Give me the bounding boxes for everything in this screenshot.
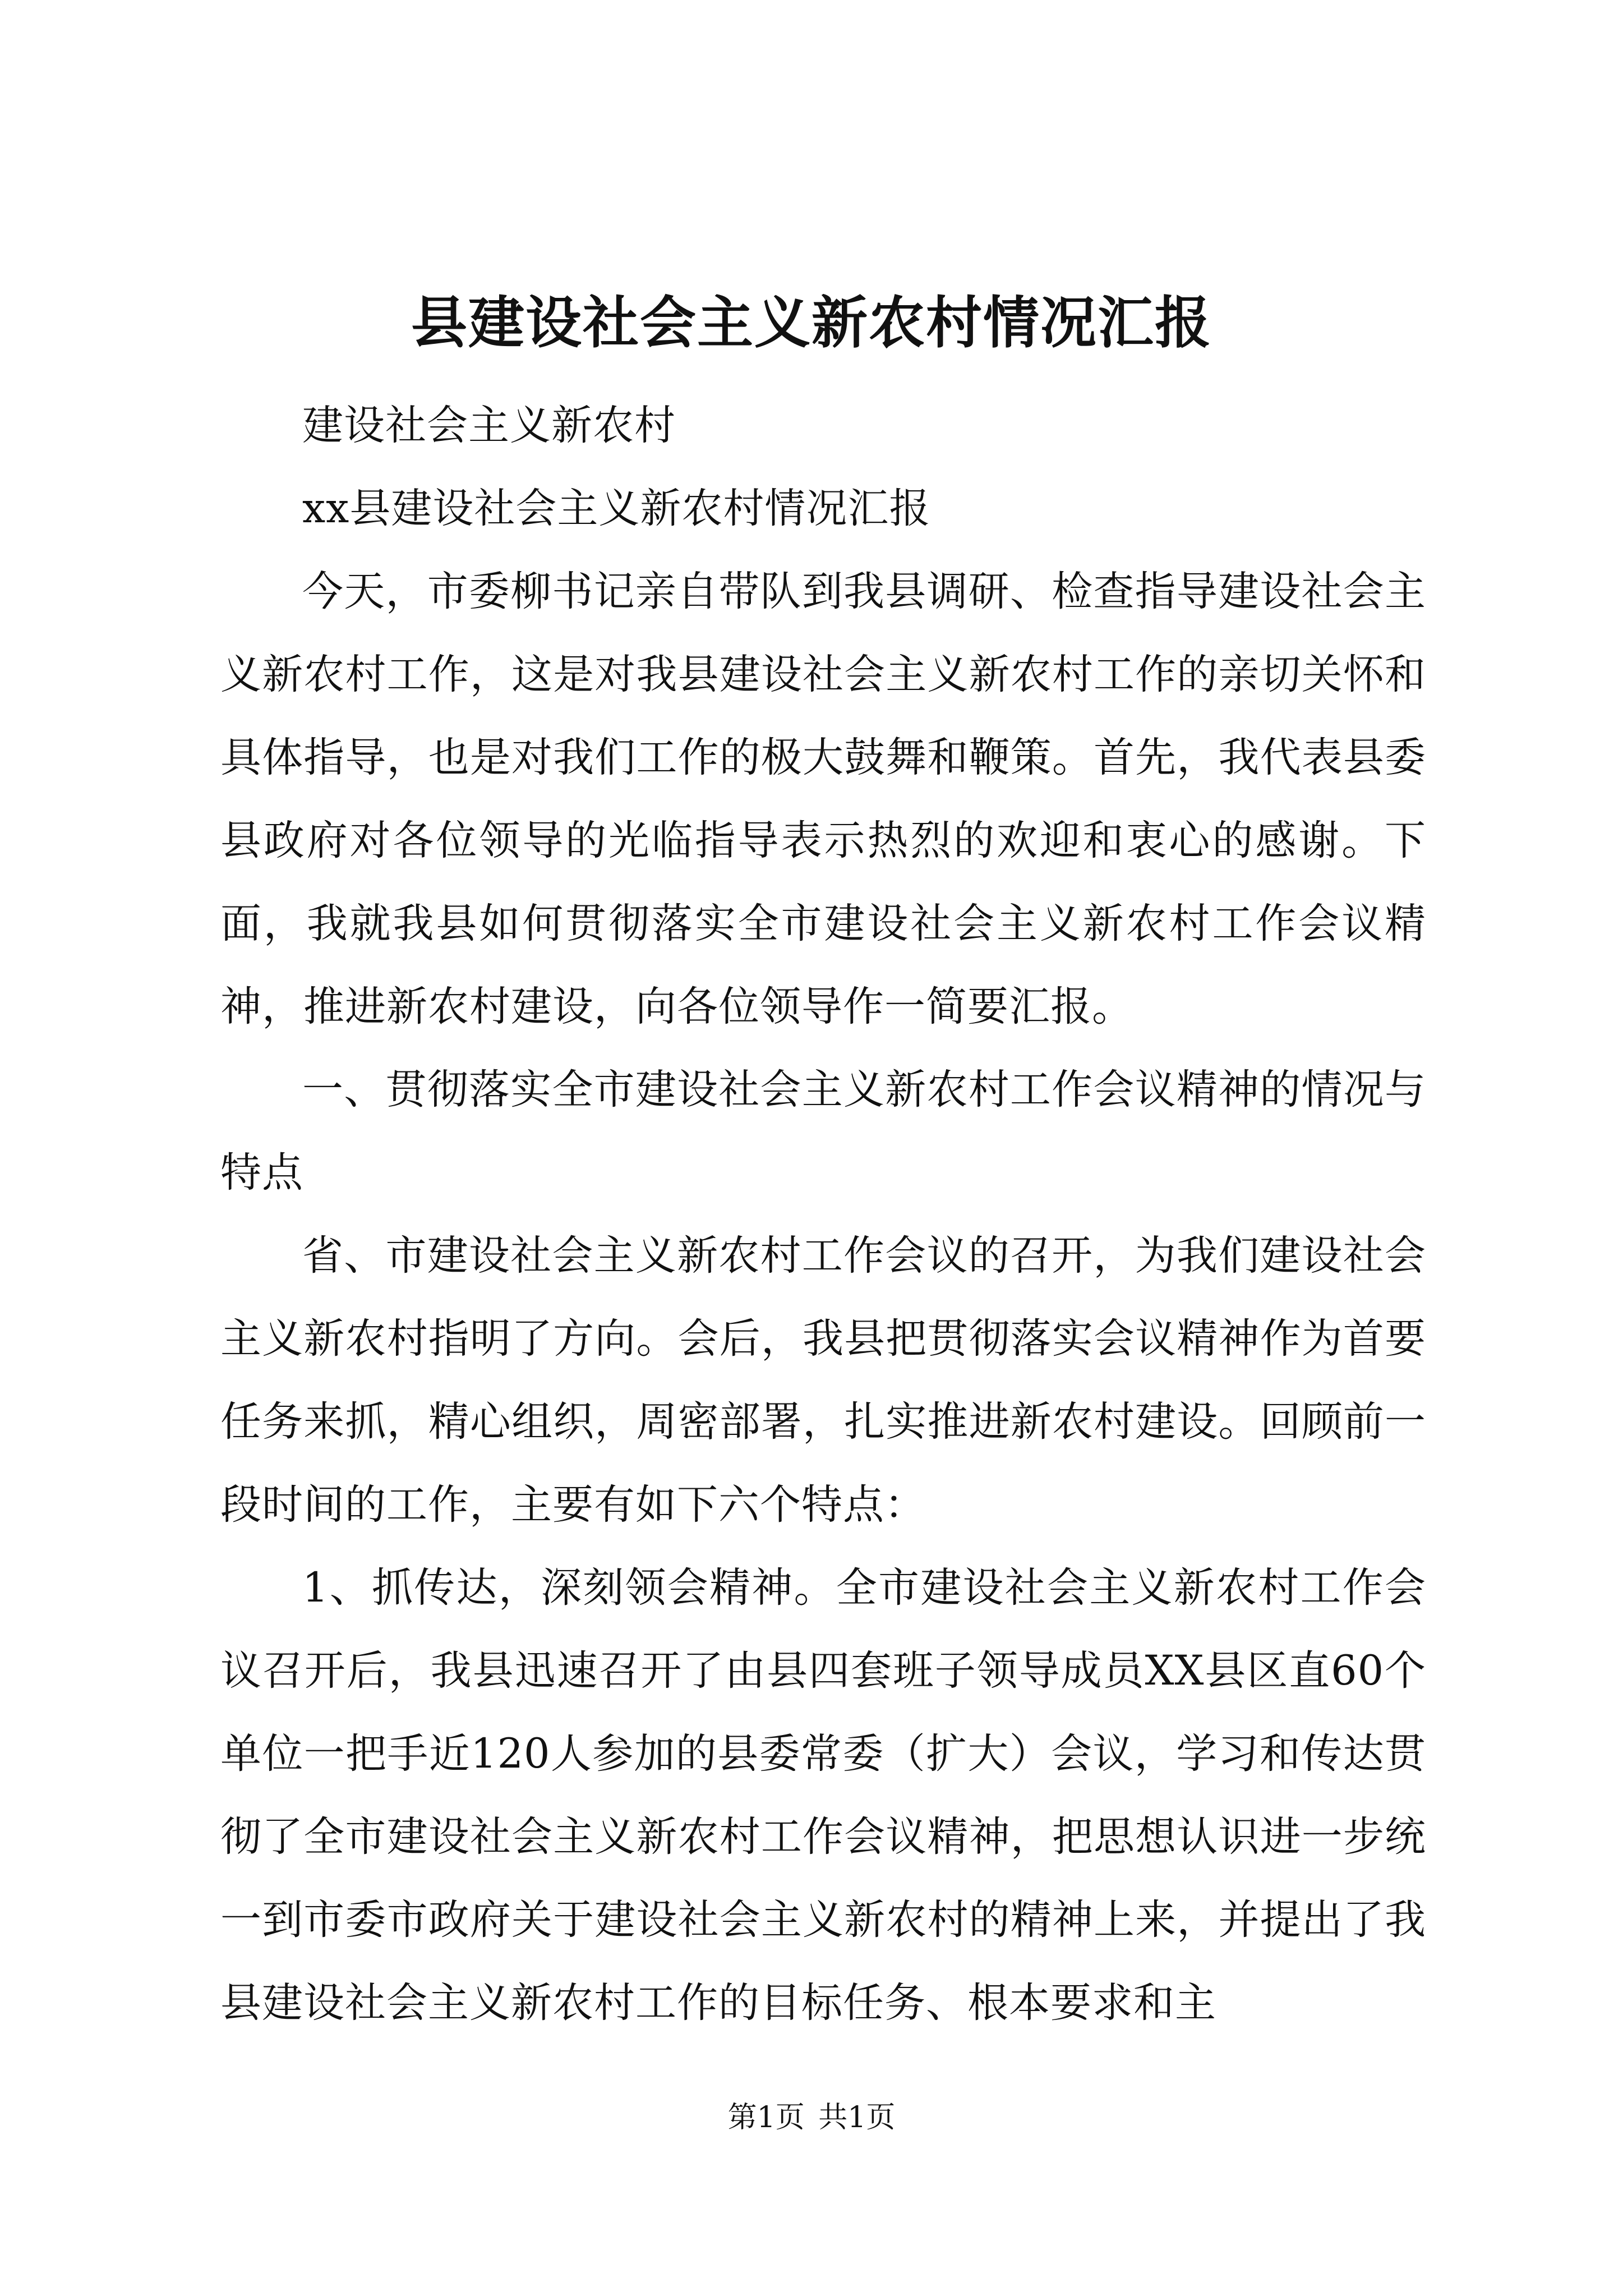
paragraph: 1、抓传达，深刻领会精神。全市建设社会主义新农村工作会议召开后，我县迅速召开了由县四套班子领导成员XX县区直60个单位一把手近120人参加的县委常委（扩大）会议，学习和传达贯彻了全市建设社会主义新农村工作会议精神，把思想认识进一步统一到市委市政府关于建设社会主义新农村的精神上来，并提出了我县建设社会主义新农村工作的目标任务、根本要求和主: [220, 1564, 1426, 2027]
page-footer: [0, 2095, 1623, 2140]
paragraph: 省、市建设社会主义新农村工作会议的召开，为我们建设社会主义新农村指明了方向。会后，我县把贯彻落实会议精神作为首要任务来抓，精心组织，周密部署，扎实推进新农村建设。回顾前一段时间的工作，主要有如下六个特点：: [220, 1232, 1426, 1529]
paragraph: xx县建设社会主义新农村情况汇报: [302, 485, 931, 532]
document-body: [220, 384, 1426, 2045]
paragraph: 建设社会主义新农村: [302, 402, 676, 449]
page-total: 共1页: [818, 2101, 896, 2134]
page-number: 第1页: [727, 2101, 805, 2134]
paragraph: 今天，市委柳书记亲自带队到我县调研、检查指导建设社会主义新农村工作，这是对我县建设社会主义新农村工作的亲切关怀和具体指导，也是对我们工作的极大鼓舞和鞭策。首先，我代表县委县政府对各位领导的光临指导表示热烈的欢迎和衷心的感谢。下面，我就我县如何贯彻落实全市建设社会主义新农村工作会议精神，推进新农村建设，向各位领导作一简要汇报。: [220, 568, 1426, 1030]
paragraph: 一、贯彻落实全市建设社会主义新农村工作会议精神的情况与特点: [220, 1066, 1426, 1197]
document-title: 县建设社会主义新农村情况汇报: [411, 289, 1212, 356]
